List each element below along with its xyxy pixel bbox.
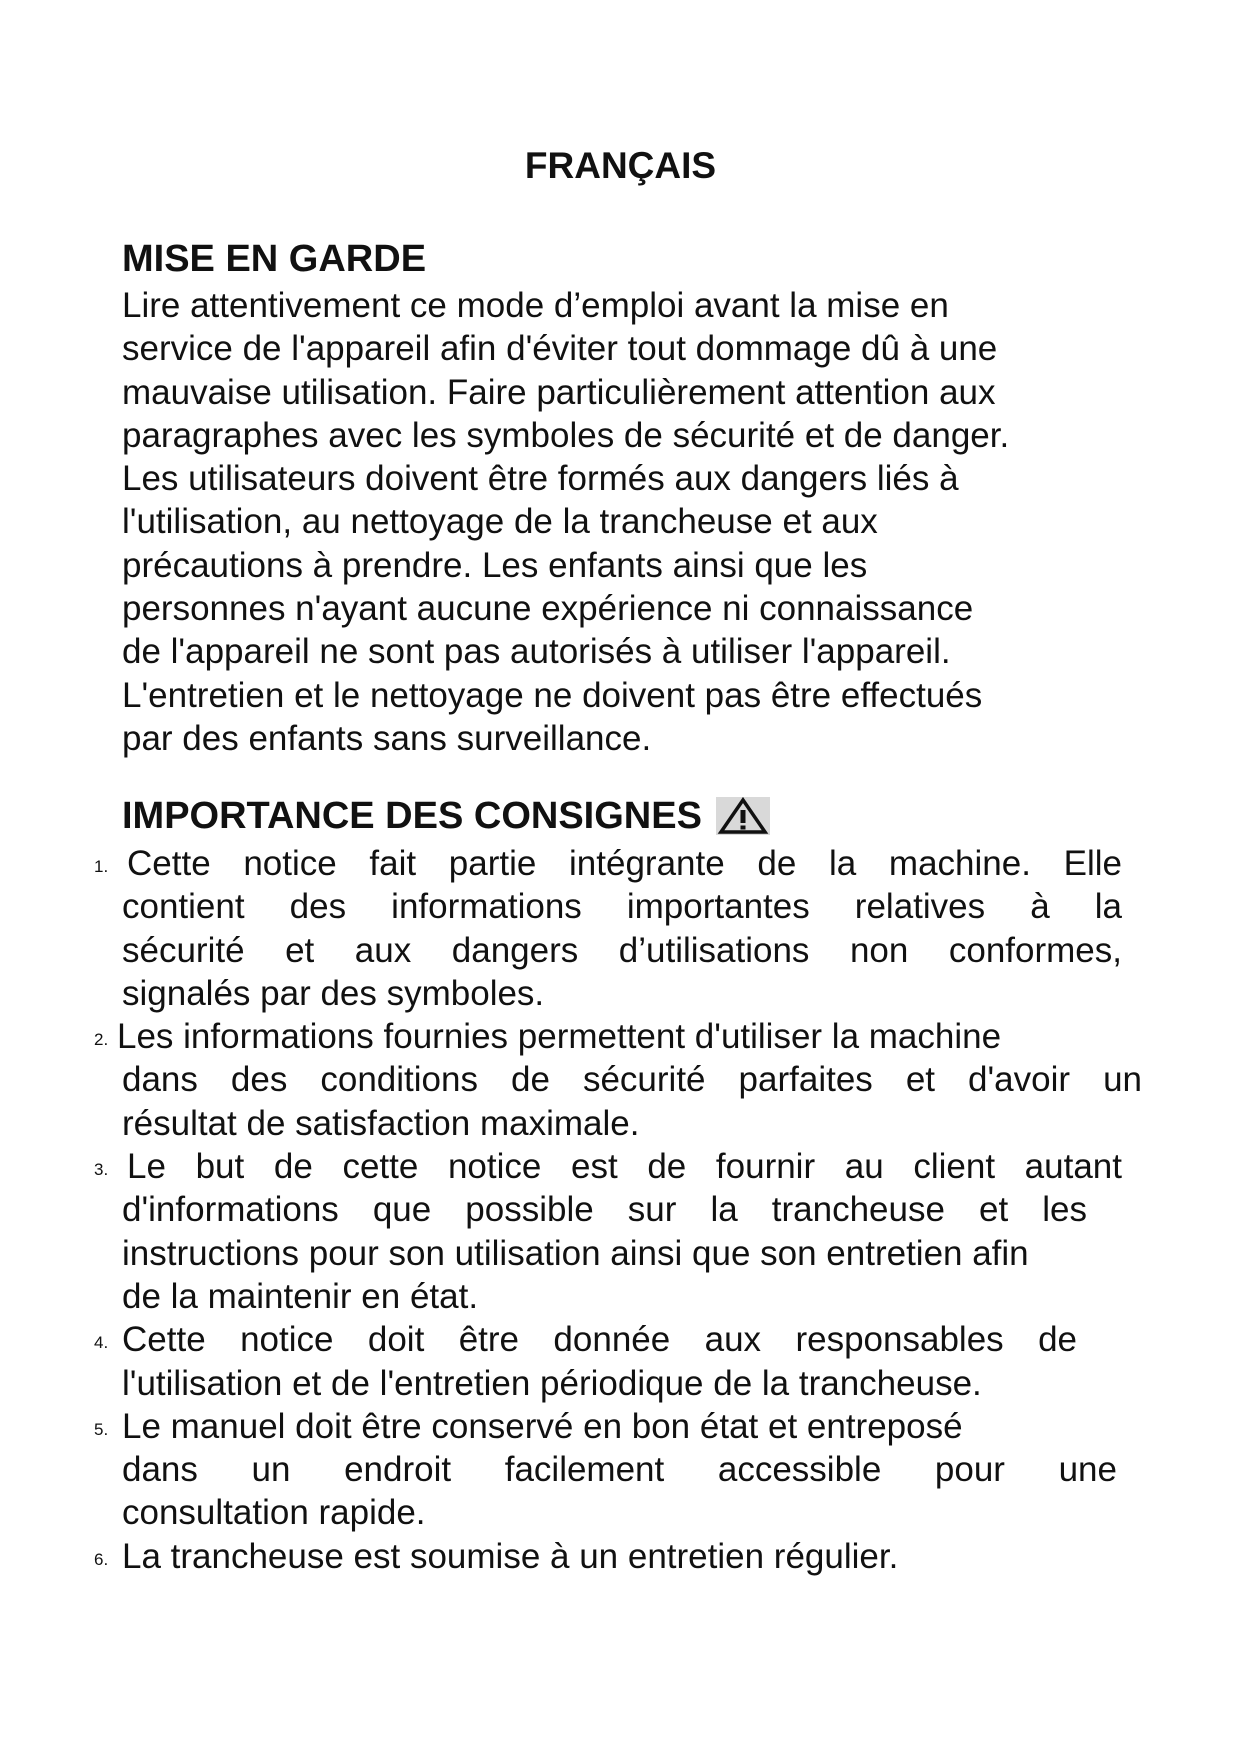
- warning-line: mauvaise utilisation. Faire particulièrement attention aux: [122, 372, 996, 412]
- warning-line: l'utilisation, au nettoyage de la trancheuse et aux: [122, 502, 878, 542]
- list-item: [0, 1405, 1241, 1535]
- item-line: Cette notice fait partie intégrante de la machine. Elle: [127, 844, 1122, 883]
- warning-line: service de l'appareil afin d'éviter tout dommage dû à une: [122, 329, 998, 369]
- importance-heading-text: IMPORTANCE DES CONSIGNES: [122, 795, 702, 837]
- item-number: 2.: [94, 1030, 109, 1050]
- importance-heading: [122, 794, 770, 838]
- warning-line: de l'appareil ne sont pas autorisés à utiliser l'appareil.: [122, 632, 951, 672]
- list-item: [0, 1535, 1241, 1578]
- warning-line: personnes n'ayant aucune expérience ni connaissance: [122, 589, 974, 629]
- item-line: contient des informations importantes relatives à la: [122, 887, 1122, 927]
- item-line: instructions pour son utilisation ainsi que son entretien afin: [122, 1233, 1029, 1273]
- item-line: Cette notice doit être donnée aux responsables de: [122, 1320, 1077, 1360]
- list-item: [0, 1318, 1241, 1405]
- language-title: FRANÇAIS: [524, 145, 717, 186]
- list-item: [0, 1015, 1241, 1145]
- warning-line: par des enfants sans surveillance.: [122, 718, 652, 758]
- item-line: l'utilisation et de l'entretien périodique de la trancheuse.: [122, 1363, 982, 1403]
- warning-triangle-icon: [716, 797, 770, 835]
- warning-line: L'entretien et le nettoyage ne doivent pas être effectués: [122, 675, 983, 715]
- list-item: [0, 1145, 1241, 1318]
- item-line: Le manuel doit être conservé en bon état et entreposé: [122, 1406, 963, 1446]
- item-number: 3.: [94, 1160, 109, 1180]
- item-number: 5.: [94, 1419, 109, 1439]
- warning-paragraph: [122, 284, 1122, 760]
- item-number: 1.: [94, 857, 109, 876]
- item-line: dans des conditions de sécurité parfaites et d'avoir un: [122, 1060, 1142, 1100]
- warning-line: paragraphes avec les symboles de sécurité et de danger.: [122, 415, 1010, 455]
- item-number: 4.: [94, 1333, 109, 1353]
- item-line: sécurité et aux dangers d’utilisations non conformes,: [122, 930, 1122, 970]
- item-line: signalés par des symboles.: [122, 973, 545, 1013]
- item-line: consultation rapide.: [122, 1493, 426, 1533]
- warning-line: précautions à prendre. Les enfants ainsi que les: [122, 545, 868, 585]
- warning-line: Lire attentivement ce mode d’emploi avant la mise en: [122, 286, 949, 325]
- item-line: dans un endroit facilement accessible pour une: [122, 1450, 1117, 1490]
- item-line: La trancheuse est soumise à un entretien régulier.: [122, 1536, 899, 1576]
- item-line: résultat de satisfaction maximale.: [122, 1103, 640, 1143]
- item-line: Le but de cette notice est de fournir au client autant: [127, 1147, 1122, 1187]
- item-number: 6.: [94, 1549, 109, 1569]
- instructions-list: [0, 842, 1241, 1578]
- item-line: de la maintenir en état.: [122, 1276, 479, 1316]
- warning-heading: MISE EN GARDE: [122, 238, 427, 280]
- item-line: d'informations que possible sur la trancheuse et les: [122, 1190, 1087, 1230]
- warning-line: Les utilisateurs doivent être formés aux dangers liés à: [122, 459, 959, 499]
- list-item: [0, 842, 1241, 1015]
- item-line: Les informations fournies permettent d'utiliser la machine: [117, 1017, 1002, 1057]
